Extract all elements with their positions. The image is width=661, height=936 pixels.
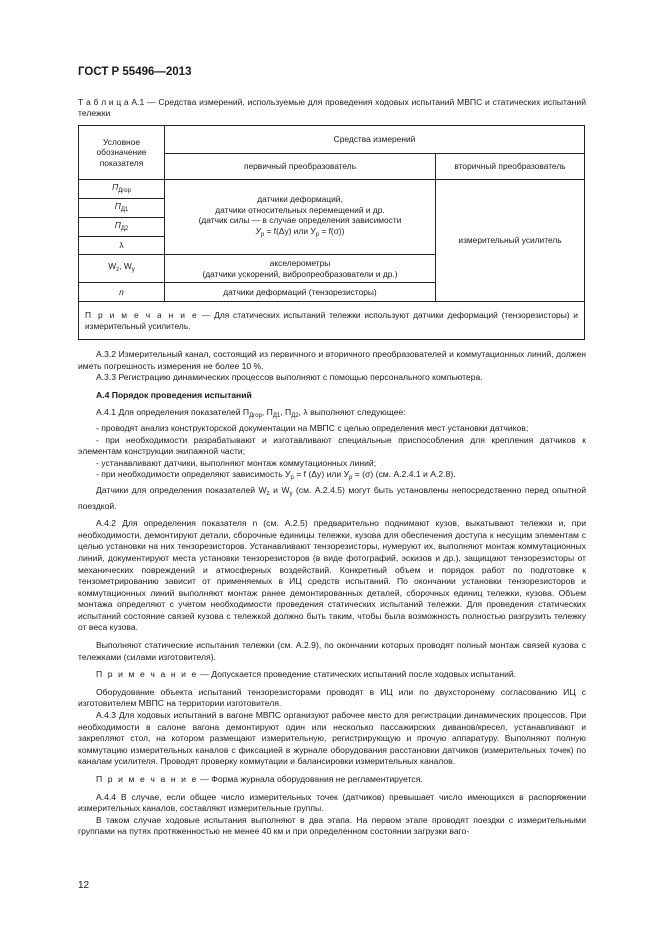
table-row-symbol: $П_{Д2}$ [79,218,165,237]
para-a43: А.4.3 Для ходовых испытаний в вагоне МВПС организуют рабочее место для регистрации динамических процессов. При необходимости в салоне вагона демонтируют один или несколько пассажирских диванов/кресел, устанавливают и закрепляют стол, на котором размещают измерительную, регистрирующую и прочую аппаратуру. Выполняют полную коммутацию измерительных каналов с фиксацией в журнале оборудования расстановки датчиков (измерительных точек) по каналам усилителя. Проводят проверку коммутации и балансировки измерительных каналов. [78,710,586,767]
list-item: - при необходимости определяют зависимость $У_р = f$ (Δy) или $У_р = (\sigma)$ (см. А.2.4.1 и А.2.8). [96,469,456,482]
table-row-symbol: n [79,283,165,302]
document-header: ГОСТ Р 55496—2013 [78,66,192,78]
para-a42: А.4.2 Для определения показателя n (см. А.2.5) предварительно поднимают кузов, выкатывают тележки и, при необходимости, демонтируют детали, сборочные единицы тележки, кузова для обеспечения доступа к несущим элементам с целью установки на них тензорезисторов. Устанавливают тензорезисторы, нумеруют их, выполняют монтаж коммутационных линий, документируют места установки тензорезисторов (в виде фотографий, эскизов и др.), защищают тензорезисторы от механических повреждений и атмосферных воздействий. Конкретный объем и порядок работ по подготовке к тензометрированию зависит от применяемых в ИЦ средств испытаний. По окончании установки тензорезисторов и коммутационных линий выполняют монтаж ранее демонтированных деталей, сборочных единиц тележки, кузова. Объем монтажа определяют с учетом необходимости проведения статических испытаний тележки. Для проведения статических испытаний состояние связей кузова с тележкой должно быть таким, чтобы была возможность полностью разгрузить тележку от веса кузова. [78,518,586,633]
primary-group-accelerometers: акселерометры (датчики ускорений, вибропреобразователи и др.) [165,255,436,283]
para-a33: А.3.3 Регистрацию динамических процессов выполняют с помощью персонального компьютера. [96,372,483,383]
para-a44: А.4.4 В случае, если общее число измерительных точек (датчиков) превышает число имеющихся в распоряжении измерительных каналов, составляют измерительные группы. [78,791,586,814]
para-equip: Оборудование объекта испытаний тензорезисторами проводят в ИЦ или по двухсторонему согласованию ИЦ с изготовителем МВПС на территории изготовителя. [78,686,586,709]
body-text [78,349,586,838]
primary-group-strain: датчики деформаций (тензорезисторы) [165,283,436,302]
para-static: Выполняют статические испытания тележки (см. А.2.9), по окончании которых проводят полный монтаж связей кузова с тележками (силами изготовителя). [78,640,586,662]
col-primary-header: первичный преобразователь [165,154,436,180]
secondary-amplifier: измерительный усилитель [436,180,585,302]
table-caption-text: А.1 — Средства измерений, используемые для проведения ходовых испытаний МВПС и статических испытаний тележки [78,97,587,118]
table-row-symbol: λ [79,237,165,255]
col-symbol-header: Условное обозначение показателя [79,126,165,180]
table-caption [78,97,586,119]
list-item: - при необходимости разрабатывают и изготавливают специальные приспособления для крепления датчиков к элементам конструкции экипажной части; [78,434,586,457]
list-item: - проводят анализ конструкторской документации на МВПС с целью определения мест установки датчиков; [96,422,529,433]
col-secondary-header: вторичный преобразователь [436,154,585,180]
para-wz: Датчики для определения показателей $W_z$ и $W_y$ (см. А.2.4.5) могут быть установлены непосредственно перед опытной поездкой. [78,484,587,511]
para-last: В таком случае ходовые испытания выполняют в два этапа. На первом этапе проводят поездки с измерительными группами на путях протяженностью не менее 40 км и при определенном состоянии загрузки ваго- [78,814,586,837]
note-3: П р и м е ч а н и е — Форма журнала оборудования не регламентируется. [96,774,423,784]
list-item: - устанавливают датчики, выполняют монтаж коммутационных линий; [96,457,377,468]
section-heading-a4: А.4 Порядок проведения испытаний [96,389,252,400]
para-a41: А.4.1 Для определения показателей $П_{Дгор}$, $П_{Д1}$, $П_{Д2}$, λ выполняют следующее: [96,407,406,420]
col-means-header: Средства измерений [165,126,585,154]
page-number: 12 [78,880,90,891]
table-row-symbol: $П_{Д1}$ [79,199,165,218]
table-row-symbol: $П_{Дгор}$ [79,180,165,199]
table-caption-label: Т а б л и ц а [78,97,129,107]
para-a32: А.3.2 Измерительный канал, состоящий из первичного и вторичного преобразователей и коммутационных линий, должен иметь погрешность измерения не более 10 %. [78,349,586,371]
table-row-symbol: $W_z$, $W_y$ [79,255,165,283]
measurement-table [78,125,585,340]
table-note: П р и м е ч а н и е — Для статических испытаний тележки используют датчики деформаций (тензорезисторы) и измерительный усилитель. [79,302,585,340]
primary-group-deformation: датчики деформаций, датчики относительных перемещений и др. (датчик силы — в случае определения зависимости $У_р = f(\Delta y)$ или $У_р = f(\sigma)$) [165,180,436,255]
note-2: П р и м е ч а н и е — Допускается проведение статических испытаний после ходовых испытаний. [96,669,517,680]
